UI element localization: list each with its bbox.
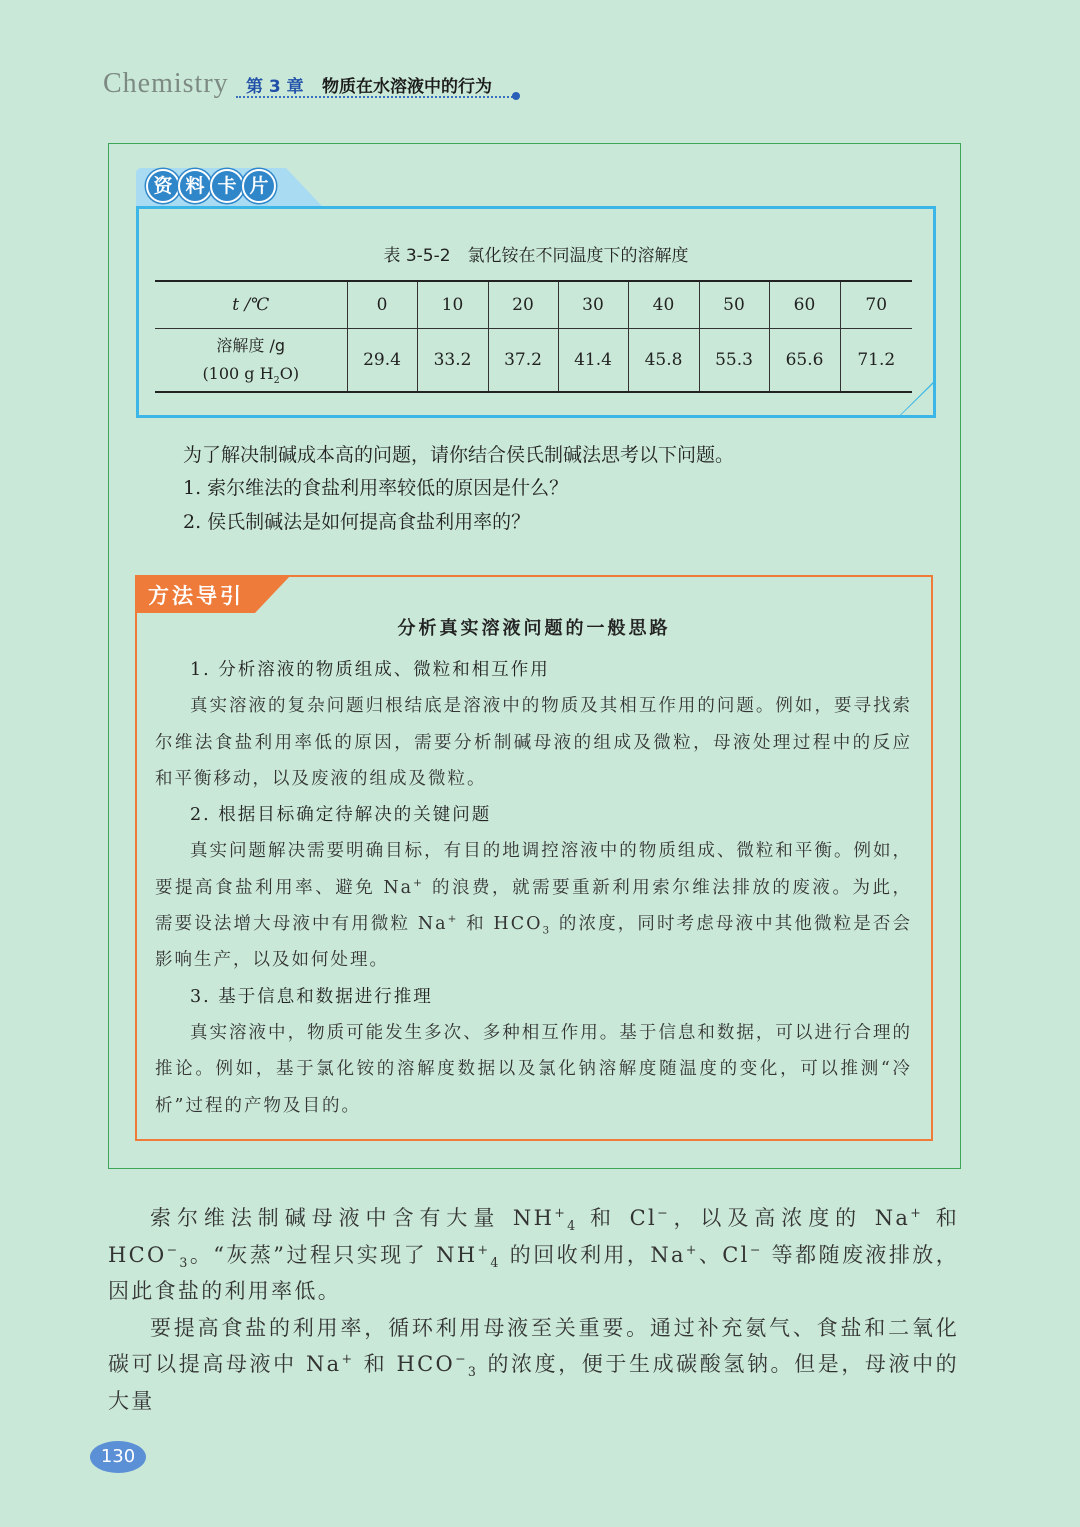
text-run: 要提高食盐的利用率，循环利用母液至关重要。通过补充氨气、食盐和二氧化碳可以提高母液中 Na (108, 1315, 959, 1376)
table-cell: 55.3 (699, 329, 769, 393)
method-heading-3: 3. 基于信息和数据进行推理 (190, 986, 433, 1007)
text-run: 和 HCO (354, 1352, 455, 1376)
table-cell: 33.2 (417, 329, 488, 393)
table-cell: 10 (417, 281, 488, 329)
main-text (108, 1200, 959, 1419)
question-2: 2. 侯氏制碱法是如何提高食盐利用率的？ (183, 511, 531, 533)
text-run: ，以及高浓度的 Na (669, 1206, 911, 1230)
question-intro: 为了解决制碱成本高的问题，请你结合侯氏制碱法思考以下问题。 (183, 444, 735, 466)
method-paragraph-3: 真实溶液中，物质可能发生多次、多种相互作用。基于信息和数据，可以进行合理的推论。例如，基于氯化铵的溶解度数据以及氯化钠溶解度随温度的变化，可以推测“冷析”过程的产物及目的。 (155, 1022, 912, 1116)
text-run: 索尔维法制碱母液中含有大量 NH (150, 1206, 555, 1230)
card-badge-2: 料 (178, 169, 212, 203)
superscript-plus: + (554, 1205, 568, 1220)
solubility-unit (155, 360, 347, 388)
header-dotted-rule (236, 96, 516, 98)
table-cell: 40 (628, 281, 699, 329)
table-cell: 60 (769, 281, 840, 329)
text-run: 的回收利用，Na (500, 1242, 686, 1267)
solubility-table (155, 280, 912, 393)
table-cell: 30 (558, 281, 628, 329)
header-chapter: 第 3 章 (246, 77, 304, 97)
text-run: 等都随废液排放，因此食盐的利用率低。 (108, 1242, 959, 1303)
page-number: 130 (90, 1441, 146, 1473)
table-row-solubility (155, 329, 912, 393)
card-badge-1: 资 (146, 169, 180, 203)
method-tab-label: 方法导引 (148, 584, 244, 608)
table-row-temperature (155, 281, 912, 329)
table-caption: 表 3-5-2 氯化铵在不同温度下的溶解度 (383, 246, 689, 266)
table-cell: 50 (699, 281, 769, 329)
solubility-label: 溶解度 /g (216, 336, 286, 355)
method-body (155, 652, 912, 1124)
table-cell: 65.6 (769, 329, 840, 393)
table-cell: 71.2 (840, 329, 912, 393)
unit-text: O) (279, 364, 300, 383)
text-run: 的浓度，同时考虑母液中其他微粒是否会影响生产，以及如何处理。 (155, 914, 913, 971)
subscript-3: 3 (179, 1254, 190, 1270)
main-paragraph-2 (108, 1310, 959, 1420)
table-cell: 70 (840, 281, 912, 329)
method-heading-1: 1. 分析溶液的物质组成、微粒和相互作用 (190, 660, 550, 680)
subscript-4: 4 (567, 1218, 578, 1234)
subscript-3: 3 (467, 1364, 479, 1380)
text-run: 的浪费，就需要重新利用索尔维法排放的废液。为此，需要设法增大母液中有用微粒 Na (155, 877, 913, 935)
question-1: 1. 索尔维法的食盐利用率较低的原因是什么？ (183, 477, 569, 499)
header-subject: Chemistry (103, 68, 229, 99)
subscript-4: 4 (490, 1254, 501, 1270)
table-cell: 29.4 (347, 329, 417, 393)
superscript-minus: − (656, 1205, 670, 1220)
text-run: 和 Cl (577, 1206, 657, 1230)
text-run: 和 HCO (458, 914, 543, 935)
superscript-plus: + (477, 1241, 491, 1257)
superscript-minus: − (749, 1241, 763, 1257)
main-paragraph-1 (108, 1200, 959, 1310)
method-paragraph-2 (155, 833, 912, 978)
superscript-plus: + (413, 876, 424, 889)
table-header-temperature: t /℃ (155, 281, 347, 329)
text-run: 的浓度，便于生成碳酸氢钠。但是，母液中的大量 (108, 1352, 959, 1413)
card-badge-3: 卡 (210, 169, 244, 203)
superscript-plus: + (910, 1205, 924, 1220)
method-heading-2: 2. 根据目标确定待解决的关键问题 (190, 805, 492, 826)
table-header-solubility (155, 329, 347, 393)
text-run: 。“灰蒸”过程只实现了 NH (189, 1242, 478, 1267)
header-chapter-title: 物质在水溶液中的行为 (322, 77, 492, 97)
unit-text: (100 g H (202, 364, 274, 383)
superscript-plus: + (447, 913, 459, 926)
text-run: 、Cl (698, 1242, 750, 1267)
table-cell: 41.4 (558, 329, 628, 393)
text-run: 真实问题解决需要明确目标，有目的地调控溶液中的物质组成、微粒和平衡。例如，要提高食盐利用率、避免 Na (155, 841, 912, 898)
superscript-minus: − (454, 1351, 468, 1366)
header-dot (512, 92, 520, 100)
text-run: 和 HCO (108, 1206, 959, 1267)
unit-subscript: 2 (273, 375, 280, 387)
table-cell: 45.8 (628, 329, 699, 393)
method-title: 分析真实溶液问题的一般思路 (397, 618, 671, 639)
table-cell: 37.2 (488, 329, 558, 393)
subscript-3: 3 (542, 924, 552, 937)
card-badge-4: 片 (242, 169, 276, 203)
superscript-minus: − (166, 1241, 180, 1257)
superscript-plus: + (341, 1351, 355, 1366)
table-cell: 20 (488, 281, 558, 329)
superscript-plus: + (685, 1241, 699, 1257)
table-cell: 0 (347, 281, 417, 329)
method-paragraph-1: 真实溶液的复杂问题归根结底是溶液中的物质及其相互作用的问题。例如，要寻找索尔维法食盐利用率低的原因，需要分析制碱母液的组成及微粒，母液处理过程中的反应和平衡移动，以及废液的组成及微粒。 (155, 696, 912, 789)
